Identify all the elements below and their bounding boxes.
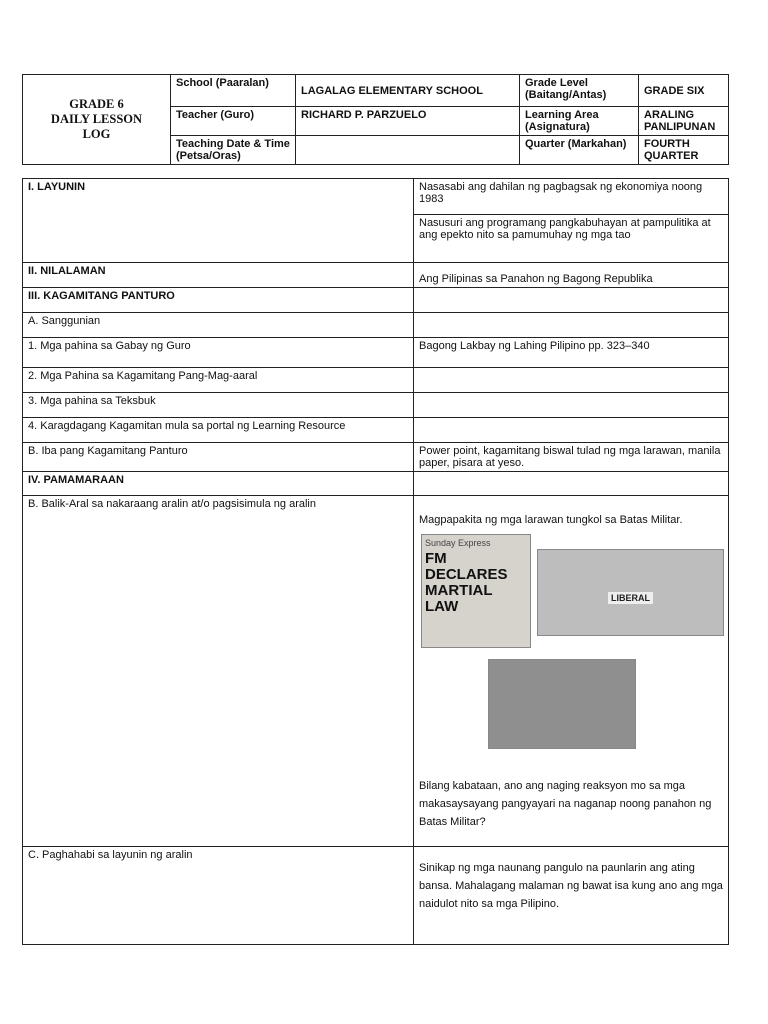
- karagdagang-value: [414, 418, 729, 443]
- layunin-label: I. LAYUNIN: [23, 179, 414, 263]
- date-value: [296, 136, 520, 165]
- header-table: [22, 74, 729, 165]
- teacher-value: RICHARD P. PARZUELO: [296, 107, 520, 136]
- layunin-item-2: Nasusuri ang programang pangkabuhayan at pampulitika at ang epekto nito sa pamumuhay ng mga tao: [414, 215, 729, 263]
- area-label: Learning Area (Asignatura): [520, 107, 639, 136]
- grade-value: GRADE SIX: [639, 75, 729, 107]
- paghahabi-text: Sinikap ng mga naunang pangulo na paunlarin ang ating bansa. Mahalagang malaman ng bawat isa kung ano ang mga naidulot nito sa mga Pilipino.: [419, 862, 723, 910]
- balik-question: Bilang kabataan, ano ang naging reaksyon mo sa mga makasaysayang pangyayari na naganap noong panahon ng Batas Militar?: [419, 780, 712, 828]
- nilalaman-label: II. NILALAMAN: [23, 263, 414, 288]
- balik-intro: Magpapakita ng mga larawan tungkol sa Batas Militar.: [419, 514, 683, 526]
- kagamitan-value: [414, 288, 729, 313]
- grade-label: Grade Level (Baitang/Antas): [520, 75, 639, 107]
- date-label: Teaching Date & Time (Petsa/Oras): [171, 136, 296, 165]
- title-line-3: LOG: [82, 127, 111, 141]
- sanggunian-label: A. Sanggunian: [23, 313, 414, 338]
- teksbuk-label: 3. Mga pahina sa Teksbuk: [23, 393, 414, 418]
- layunin-item-1: Nasasabi ang dahilan ng pagbagsak ng ekonomiya noong 1983: [414, 179, 729, 215]
- iba-value: Power point, kagamitang biswal tulad ng mga larawan, manila paper, pisara at yeso.: [414, 443, 729, 472]
- pangmag-value: [414, 368, 729, 393]
- iba-label: B. Iba pang Kagamitang Panturo: [23, 443, 414, 472]
- gabay-label: 1. Mga pahina sa Gabay ng Guro: [23, 338, 414, 368]
- school-value: LAGALAG ELEMENTARY SCHOOL: [296, 75, 520, 107]
- quarter-label: Quarter (Markahan): [520, 136, 639, 165]
- sanggunian-value: [414, 313, 729, 338]
- area-value: ARALING PANLIPUNAN: [639, 107, 729, 136]
- quarter-value: FOURTH QUARTER: [639, 136, 729, 165]
- kagamitan-label: III. KAGAMITANG PANTURO: [23, 288, 414, 313]
- karagdagang-label: 4. Karagdagang Kagamitan mula sa portal ng Learning Resource: [23, 418, 414, 443]
- pamamaraan-label: IV. PAMAMARAAN: [23, 472, 414, 496]
- pamamaraan-value: [414, 472, 729, 496]
- school-label: School (Paaralan): [171, 75, 296, 107]
- teacher-label: Teacher (Guro): [171, 107, 296, 136]
- newspaper-headline: FM DECLARES MARTIAL LAW: [425, 550, 508, 615]
- paghahabi-value: [414, 847, 729, 945]
- rally-banner-text: LIBERAL: [608, 592, 653, 604]
- liberal-rally-image: [537, 549, 724, 636]
- title-line-2: DAILY LESSON: [50, 112, 143, 126]
- paghahabi-label: C. Paghahabi sa layunin ng aralin: [23, 847, 414, 945]
- newspaper-masthead: Sunday Express: [425, 538, 491, 548]
- martial-law-newspaper-image: [421, 534, 531, 648]
- balik-label: B. Balik-Aral sa nakaraang aralin at/o pagsisimula ng aralin: [23, 496, 414, 847]
- nilalaman-value: Ang Pilipinas sa Panahon ng Bagong Republika: [414, 263, 729, 288]
- title-line-1: GRADE 6: [69, 97, 124, 111]
- gabay-value: Bagong Lakbay ng Lahing Pilipino pp. 323–340: [414, 338, 729, 368]
- pangmag-label: 2. Mga Pahina sa Kagamitang Pang-Mag-aaral: [23, 368, 414, 393]
- lesson-log-title: [23, 75, 171, 165]
- crowd-photo-image: [488, 659, 636, 749]
- teksbuk-value: [414, 393, 729, 418]
